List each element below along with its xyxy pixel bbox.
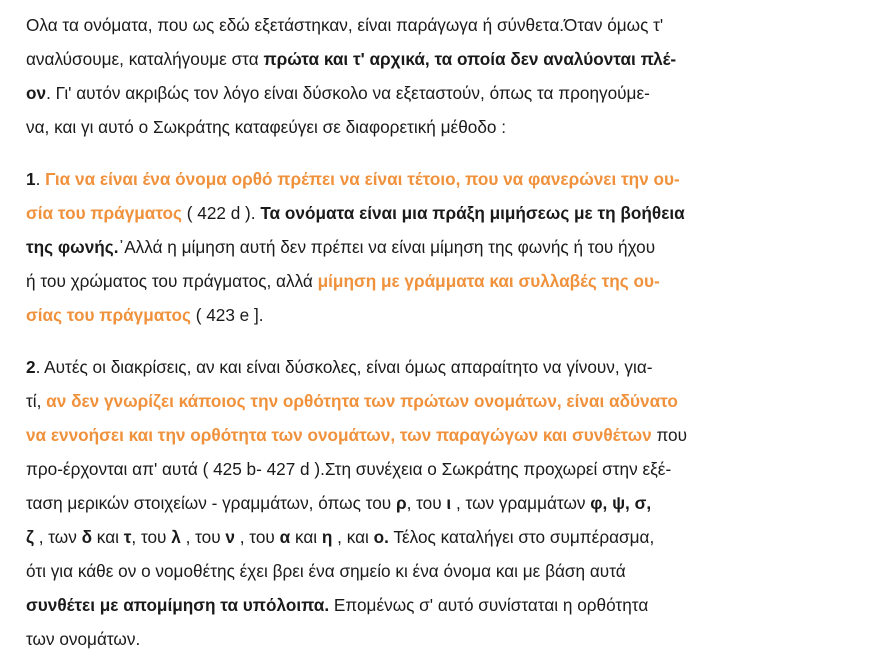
body-text: , του — [234, 527, 280, 547]
highlighted-text: αν δεν γνωρίζει κάποιος την ορθότητα των πρώτων ονομάτων, είναι αδύνατο — [46, 391, 678, 411]
bold-text: ρ — [395, 493, 407, 513]
bold-text: ον — [26, 83, 47, 103]
body-text: και — [290, 527, 322, 547]
bold-text: 1 — [26, 169, 36, 189]
text-line — [26, 384, 856, 418]
bold-text: η — [321, 527, 333, 547]
body-text: προ-έρχονται απ' αυτά ( 425 b- 427 d ).Στη συνέχεια ο Σωκράτης προχωρεί στην εξέ- — [26, 459, 672, 479]
highlighted-text: Για να είναι ένα όνομα ορθό πρέπει να είναι τέτοιο, που να φανερώνει την ου- — [45, 169, 680, 189]
paragraph-gap — [26, 332, 856, 350]
bold-text: λ — [171, 527, 181, 547]
paragraph-2 — [26, 162, 856, 332]
paragraph-3 — [26, 350, 856, 656]
bold-text: ζ — [26, 527, 34, 547]
text-line — [26, 350, 856, 384]
body-text: , του — [180, 527, 226, 547]
text-line — [26, 110, 856, 144]
highlighted-text: μίμηση με γράμματα και συλλαβές της ου- — [317, 271, 660, 291]
body-text: ( 423 e ]. — [190, 305, 264, 325]
text-line — [26, 196, 856, 230]
text-line — [26, 76, 856, 110]
paragraph-gap — [26, 144, 856, 162]
bold-text: Τα ονόματα είναι μια πράξη μιμήσεως με τη βοήθεια — [260, 203, 685, 223]
text-line — [26, 8, 856, 42]
text-line — [26, 264, 856, 298]
bold-text: φ, ψ, σ, — [590, 493, 652, 513]
highlighted-text: σία του πράγματος — [26, 203, 182, 223]
body-text: , των — [33, 527, 82, 547]
bold-text: ο. — [373, 527, 389, 547]
bold-text: της φωνής. — [26, 237, 119, 257]
text-line — [26, 418, 856, 452]
bold-text: α — [279, 527, 291, 547]
bold-text: τ — [123, 527, 132, 547]
highlighted-text: να εννοήσει και την ορθότητα των ονομάτων, των παραγώγων και συνθέτων — [26, 425, 652, 445]
text-line — [26, 554, 856, 588]
body-text: ( 422 d ). — [181, 203, 261, 223]
document-page — [26, 8, 856, 656]
text-line — [26, 622, 856, 656]
highlighted-text: σίας του πράγματος — [26, 305, 191, 325]
text-line — [26, 42, 856, 76]
body-text: Επομένως σ' αυτό συνίσταται η ορθότητα — [329, 595, 649, 615]
body-text: ταση μερικών στοιχείων - γραμμάτων, όπως του — [26, 493, 396, 513]
body-text: . Γι' αυτόν ακριβώς τον λόγο είναι δύσκολο να εξεταστούν, όπως τα προηγούμε- — [46, 83, 650, 103]
body-text: των ονομάτων. — [26, 629, 141, 649]
body-text: και — [92, 527, 124, 547]
body-text: , του — [131, 527, 172, 547]
text-line — [26, 520, 856, 554]
text-line — [26, 588, 856, 622]
body-text: τί, — [26, 391, 47, 411]
body-text: ή του χρώματος του πράγματος, αλλά — [26, 271, 318, 291]
body-text: . — [35, 169, 46, 189]
text-line — [26, 162, 856, 196]
bold-text: πρώτα και τ' αρχικά, τα οποία δεν αναλύονται πλέ- — [263, 49, 677, 69]
body-text: , και — [332, 527, 374, 547]
body-text: που — [651, 425, 688, 445]
body-text: , των γραμμάτων — [451, 493, 591, 513]
text-line — [26, 230, 856, 264]
body-text: να, και γι αυτό ο Σωκράτης καταφεύγει σε διαφορετική μέθοδο : — [26, 117, 506, 137]
bold-text: ι — [446, 493, 452, 513]
body-text: , του — [406, 493, 447, 513]
body-text: Ολα τα ονόματα, που ως εδώ εξετάστηκαν, είναι παράγωγα ή σύνθετα.Όταν όμως τ' — [26, 15, 664, 35]
body-text: Τέλος καταλήγει στο συμπέρασμα, — [388, 527, 655, 547]
bold-text: ν — [225, 527, 235, 547]
paragraph-1 — [26, 8, 856, 144]
text-line — [26, 486, 856, 520]
bold-text: συνθέτει με απομίμηση τα υπόλοιπα. — [26, 595, 330, 615]
body-text: αναλύσουμε, καταλήγουμε στα — [26, 49, 264, 69]
bold-text: δ — [81, 527, 93, 547]
text-line — [26, 452, 856, 486]
body-text: ότι για κάθε ον ο νομοθέτης έχει βρει ένα σημείο κι ένα όνομα και με βάση αυτά — [26, 561, 626, 581]
text-line — [26, 298, 856, 332]
body-text: . Αυτές οι διακρίσεις, αν και είναι δύσκολες, είναι όμως απαραίτητο να γίνουν, για- — [35, 357, 653, 377]
bold-text: 2 — [26, 357, 36, 377]
body-text: ᾿Αλλά η μίμηση αυτή δεν πρέπει να είναι μίμηση της φωνής ή του ήχου — [118, 237, 656, 257]
